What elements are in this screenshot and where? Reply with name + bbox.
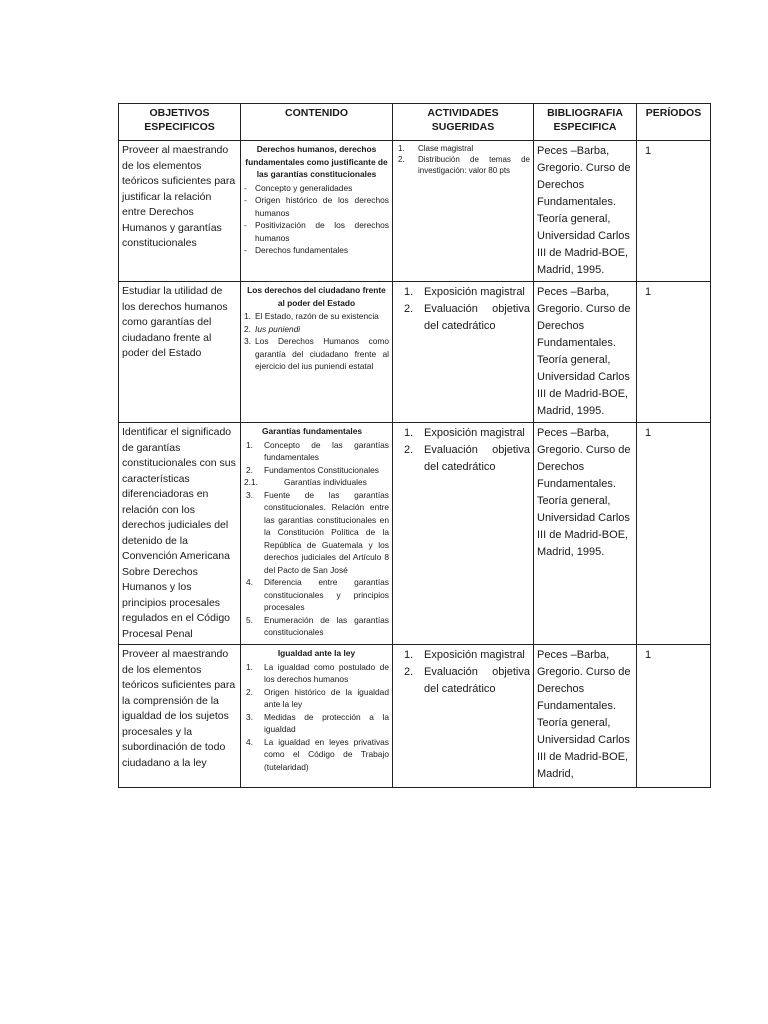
list-item: 3. Medidas de protección a la igualdad [246,711,389,734]
list-item: 2. Distribución de temas de investigación: valor 80 pts [398,155,530,175]
table-row [119,141,711,282]
list-item: - Positivización de los derechos humanos [244,220,389,243]
contenido-cell [241,282,393,423]
actividades-cell [393,141,534,282]
contenido-list [244,182,389,257]
syllabus-table [118,103,711,788]
objetivo-cell: Proveer al maestrando de los elementos teóricos suficientes para la comprensión de la igualdad de los sujetos procesales y la subordinación de todo ciudadano a la ley [119,645,241,788]
list-item: - Derechos fundamentales [244,245,349,255]
contenido-list [244,661,389,774]
list-item: 4. Diferencia entre garantías constitucionales y principios procesales [246,577,389,612]
actividades-cell [393,423,534,645]
list-item: - Origen histórico de los derechos humanos [244,195,389,218]
list-item: 1. Clase magistral [398,144,474,153]
list-item: 3. Fuente de las garantías constitucionales. Relación entre las garantías constitucionales en la Constitución Política de la República de Guatemala y los derechos judiciales del Artículo 8 del Pacto de San José [246,489,389,575]
actividades-cell [393,282,534,423]
periodos-cell: 1 [637,282,711,423]
header-periodos: PERÍODOS [637,104,711,141]
periodos-cell: 1 [637,141,711,282]
periodos-cell: 1 [637,423,711,645]
list-item: 4. La igualdad en leyes privativas como el Código de Trabajo (tutelaridad) [246,736,389,772]
contenido-title: Derechos humanos, derechos fundamentales como justificante de las garantías constitucionales [245,144,388,179]
actividades-list [396,647,530,698]
table-row [119,282,711,423]
actividades-list [396,143,530,176]
bibliografia-cell: Peces –Barba, Gregorio. Curso de Derechos Fundamentales. Teoría general, Universidad Carlos III de Madrid-BOE, Madrid, 1995. [534,141,637,282]
header-objetivos: OBJETIVOS ESPECIFICOS [119,104,241,141]
list-item: 2. Fundamentos Constitucionales [246,464,379,475]
list-item: 2. Evaluación objetiva del catedrático [404,303,530,332]
bibliografia-cell: Peces –Barba, Gregorio. Curso de Derechos Fundamentales. Teoría general, Universidad Carlos III de Madrid-BOE, Madrid, [534,645,637,788]
list-item: 2. Evaluación objetiva del catedrático [404,444,530,473]
document-page [118,103,710,788]
objetivo-cell: Identificar el significado de garantías constitucionales con sus características diferenciadoras en relación con los derechos judiciales del detenido de la Convención Americana Sobre Derechos Humanos y los principios procesales regulados en el Código Procesal Penal [119,423,241,645]
contenido-title: Igualdad ante la ley [277,648,356,658]
contenido-cell [241,141,393,282]
contenido-cell [241,423,393,645]
list-item: 2. Evaluación objetiva del catedrático [404,666,530,695]
list-item: 5. Enumeración de las garantías constitucionales [246,614,389,637]
list-item: 1. La igualdad como postulado de los derechos humanos [246,661,389,684]
contenido-title: Los derechos del ciudadano frente al poder del Estado [247,285,386,308]
periodos-cell: 1 [637,645,711,788]
list-item: 1. El Estado, razón de su existencia [244,311,379,321]
list-item: 2. Origen histórico de la igualdad ante la ley [246,686,389,709]
objetivo-cell: Estudiar la utilidad de los derechos humanos como garantías del ciudadano frente al poder del Estado [119,282,241,423]
list-item: 3. Los Derechos Humanos como garantía del ciudadano frente al ejercicio del ius puniendi estatal [244,336,389,371]
list-item: 1. Concepto de las garantías fundamentales [246,439,389,462]
list-item: 1. Exposición magistral [404,286,525,298]
table-row [119,423,711,645]
actividades-list [396,425,530,476]
list-item: 2.1. Garantías individuales [244,477,367,487]
contenido-title: Garantías fundamentales [262,426,363,436]
header-row [119,104,711,141]
list-item: 1. Exposición magistral [404,427,525,439]
table-row [119,645,711,788]
list-item: 1. Exposición magistral [404,649,525,661]
header-bibliografia: BIBLIOGRAFIA ESPECIFICA [534,104,637,141]
bibliografia-cell: Peces –Barba, Gregorio. Curso de Derechos Fundamentales. Teoría general, Universidad Carlos III de Madrid-BOE, Madrid, 1995. [534,423,637,645]
list-item: 2. Ius puniendi [244,323,301,334]
contenido-list [244,310,389,373]
contenido-cell [241,645,393,788]
bibliografia-cell: Peces –Barba, Gregorio. Curso de Derechos Fundamentales. Teoría general, Universidad Carlos III de Madrid-BOE, Madrid, 1995. [534,282,637,423]
header-contenido: CONTENIDO [241,104,393,141]
objetivo-cell: Proveer al maestrando de los elementos teóricos suficientes para justificar la relación entre Derechos Humanos y garantías constitucionales [119,141,241,282]
actividades-list [396,284,530,335]
contenido-list [244,439,389,639]
actividades-cell [393,645,534,788]
list-item: - Concepto y generalidades [244,182,353,193]
header-actividades: ACTIVIDADES SUGERIDAS [393,104,534,141]
